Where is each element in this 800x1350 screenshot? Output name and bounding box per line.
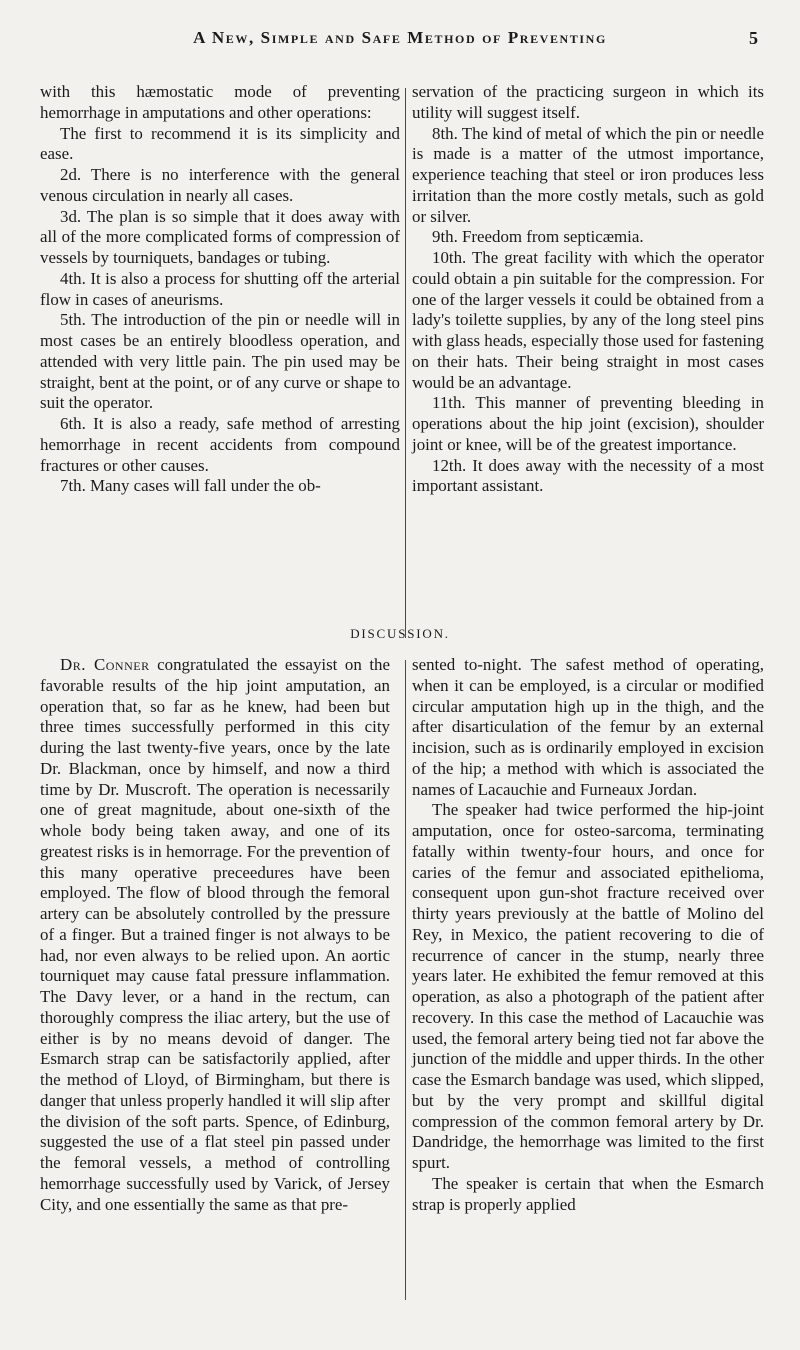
column-top-left: [40, 82, 400, 497]
column-divider: [405, 88, 406, 638]
paragraph: 3d. The plan is so simple that it does away with all of the more complicated forms of compression of vessels by tourniquets, bandages or tubing.: [40, 206, 400, 267]
column-divider: [405, 660, 406, 1300]
column-top-right: [412, 82, 764, 497]
paragraph: 10th. The great facility with which the operator could obtain a pin suitable for the compression. For one of the larger vessels it could be obtained from a lady's toilette supplies, by any of the long steel pins with glass heads, especially those used for fastening on their hats. Their being straight in most cases would be an advantage.: [412, 248, 764, 392]
paragraph: The first to recommend it is its simplicity and ease.: [40, 123, 400, 164]
paragraph: 11th. This manner of preventing bleeding in operations about the hip joint (excision), shoulder joint or knee, will be of the greatest importance.: [412, 393, 764, 454]
paragraph: 7th. Many cases will fall under the ob-: [60, 476, 321, 496]
paragraph: 8th. The kind of metal of which the pin or needle is made is a matter of the utmost importance, experience teaching that steel or iron produces less irritation than the more costly metals, such as gold or silver.: [412, 123, 764, 226]
paragraph: 6th. It is also a ready, safe method of arresting hemorrhage in recent accidents from compound fractures or other causes.: [40, 414, 400, 475]
paragraph-text: congratulated the essayist on the favorable results of the hip joint amputation, an operation that, so far as he knew, had been but three times successfully performed in this city during the last twenty-five years, once by the late Dr. Blackman, once by himself, and now a third time by Dr. Muscroft. The operation is necessarily one of great magnitude, about one-sixth of the whole body being taken away, and one of its greatest risks is in hemorrage. For the prevention of this many operative preceedures have been employed. The flow of blood through the femoral artery can be absolutely controlled by the pressure of a finger. But a trained finger is not always to be had, nor even always to be relied upon. An aortic tourniquet may cause fatal pressure inflammation. The Davy lever, or a hand in the rectum, can thoroughly compress the iliac artery, but the use of either is by no means devoid of danger. The Esmarch strap can be satisfactorily applied, after the method of Lloyd, of Birmingham, but there is danger that unless properly handled it will slip after the division of the soft parts. Spence, of Edinburg, suggested the use of a flat steel pin passed under the femoral vessels, a method of controlling hemorrhage successfully used by Varick, of Jersey City, and one essentially the same as that pre-: [40, 655, 390, 1214]
column-bottom-left: [40, 655, 390, 1215]
paragraph: 9th. Freedom from septicæmia.: [432, 227, 644, 247]
paragraph: The speaker is certain that when the Esmarch strap is properly applied: [412, 1173, 764, 1214]
paragraph: 12th. It does away with the necessity of a most important assistant.: [412, 455, 764, 496]
paragraph: 5th. The introduction of the pin or needle will in most cases be an entirely bloodless operation, and attended with very little pain. The pin used may be straight, bent at the point, or of any curve or shape to suit the operator.: [40, 310, 400, 413]
paragraph: The speaker had twice performed the hip-joint amputation, once for osteo-sarcoma, terminating fatally within twenty-four hours, and once for caries of the femur and associated epithelioma, consequent upon gun-shot fracture received over thirty years previously at the battle of Molino del Rey, in Mexico, the patient recovering to die of recurrence of cancer in the stump, nearly three years later. He exhibited the femur removed at this operation, as also a photograph of the patient after recovery. In this case the method of Lacauchie was used, the femoral artery being tied not far above the junction of the middle and upper thirds. In the other case the Esmarch bandage was used, which slipped, but by the very prompt and skillful digital compression of the common femoral artery by Dr. Dandridge, the hemorrhage was limited to the first spurt.: [412, 800, 764, 1172]
paragraph: servation of the practicing surgeon in which its utility will suggest itself.: [412, 82, 764, 122]
page-number: 5: [749, 28, 758, 48]
column-bottom-right: [412, 655, 764, 1215]
paragraph: 4th. It is also a process for shutting off the arterial flow in cases of aneurisms.: [40, 268, 400, 309]
section-heading: DISCUSSION.: [350, 626, 450, 641]
speaker-name: Dr. Conner: [60, 655, 150, 674]
running-header: A New, Simple and Safe Method of Preventing: [193, 28, 607, 47]
paragraph: 2d. There is no interference with the general venous circulation in nearly all cases.: [40, 165, 400, 205]
paragraph: [40, 655, 390, 1215]
paragraph: sented to-night. The safest method of operating, when it can be employed, is a circular or modified circular amputation high up in the thigh, and the after disarticulation of the femur by an external incision, such as is ordinarily employed in excision of the hip; a method with which is associated the names of Lacauchie and Furneaux Jordan.: [412, 655, 764, 799]
paragraph: with this hæmostatic mode of preventing hemorrhage in amputations and other operations:: [40, 82, 400, 122]
